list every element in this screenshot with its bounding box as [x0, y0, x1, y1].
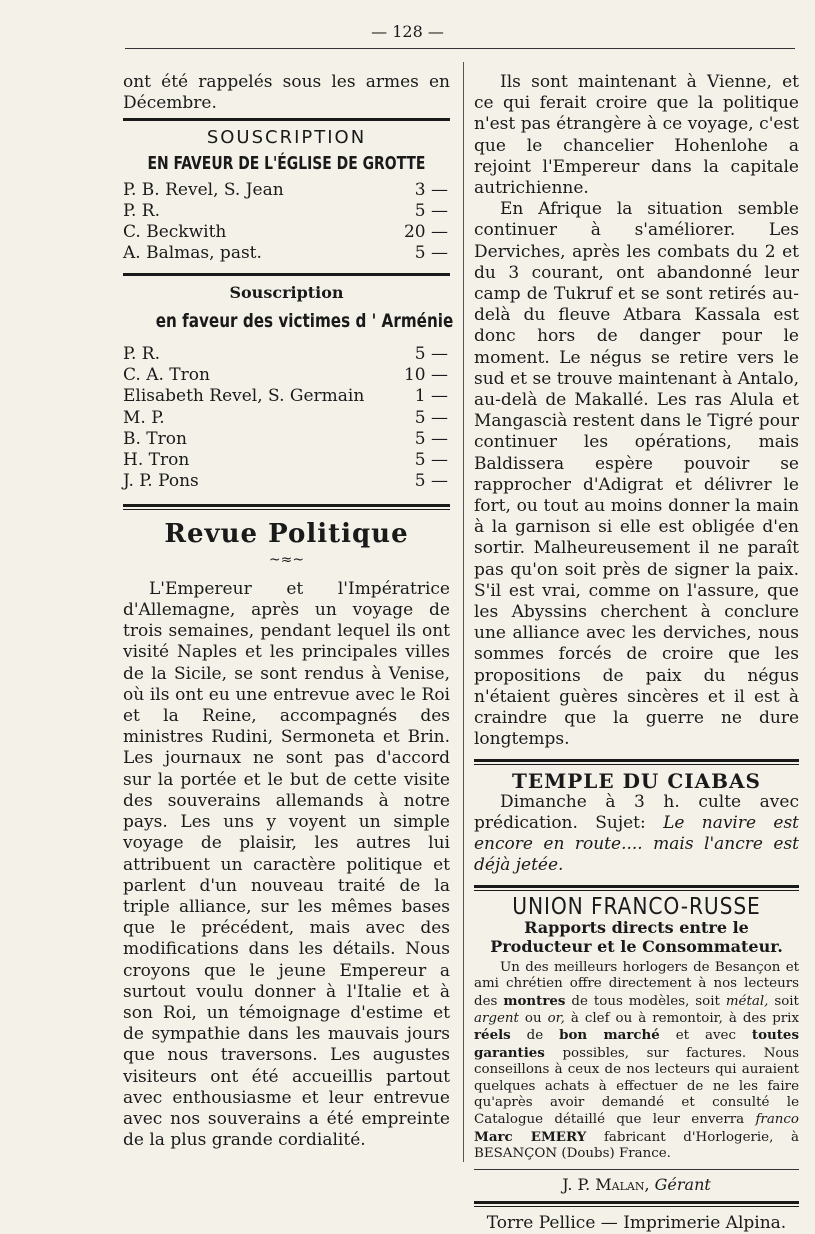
imprimerie-line: Torre Pellice — Imprimerie Alpina.: [486, 1213, 787, 1234]
souscription-subtitle: en faveur des victimes d ' Arménie: [155, 309, 454, 332]
union-subtitle: Rapports directs entre le Producteur et le Consommateur.: [490, 917, 783, 956]
revue-politique-title: Revue Politique: [164, 519, 409, 550]
divider: [474, 759, 799, 765]
temple-announcement: [474, 768, 799, 877]
left-column: [123, 72, 454, 1151]
divider: [123, 273, 450, 276]
divider: [123, 504, 450, 510]
advertisement-text: Un des meilleurs horlogers de Besançon et ami chrétien offre directement à nos lecteurs des montres de tous modèles, soit métal, soit argent ou or, à clef ou à remontoir, à des prix réels de bon marché et avec toutes garanties possibles, sur factures. Nous conseillons à ceux de nos lecteurs qui auraient quelques achats à effectuer de ne les faire qu'après avoir demandé et consulté le Catalogue détaillé que leur enverra franco Marc EMERY fabricant d'Horlogerie, à BESANÇON (Doubs) France.: [474, 959, 800, 1162]
souscription-grotte: [123, 127, 450, 264]
article-paragraph: En Afrique la situation semble continuer à s'améliorer. Les Derviches, après les combats du 2 et du 3 courant, ont abandonné leur camp de Tukruf et se sont retirés au-delà du fleuve Atbara Kassala est donc hors de danger pour le moment. Le négus se retire vers le sud et se trouve maintenant à Antalo, au-delà de Makallé. Les ras Alula et Mangascià restent dans le Tigré pour continuer les opérations, mais Baldissera espère pouvoir se rapprocher d'Adigrat et délivrer le fort, ou tout au moins donner la main à la garnison si elle est obligée d'en sortir. Malheureusement il ne paraît pas qu'on soit près de signer la paix. S'il est vrai, comme on l'assure, que les Abyssins cherchent à conclure une alliance avec les derviches, nous sommes forcés de croire que les propositions de paix du négus n'étaient guères sincères et il est à craindre que la guerre ne dure longtemps.: [474, 199, 799, 750]
union-advertisement: [474, 893, 800, 1163]
gerant-signature: J. P. Malan, Gérant: [562, 1174, 711, 1194]
list-item: P. R. 5 —: [123, 344, 448, 365]
souscription-list: [123, 344, 450, 492]
souscription-subtitle: EN FAVEUR DE L'ÉGLISE DE GROTTE: [147, 152, 426, 174]
list-item: P. B. Revel, S. Jean 3 —: [123, 179, 448, 200]
temple-title: TEMPLE DU CIABAS: [512, 768, 761, 793]
intro-text: ont été rappelés sous les armes en Décembre.: [123, 72, 450, 114]
souscription-armenie: [123, 282, 454, 493]
souscription-list: [123, 180, 450, 265]
divider: [123, 118, 450, 121]
souscription-title: SOUSCRIPTION: [206, 127, 367, 149]
column-divider: [463, 62, 464, 1162]
temple-text: Dimanche à 3 h. culte avec prédication. Sujet: Le navire est encore en route.... mais l'ancre est déjà jetée.: [474, 791, 799, 876]
divider: [474, 885, 799, 891]
list-item: H. Tron 5 —: [123, 450, 448, 471]
list-item: B. Tron 5 —: [123, 428, 448, 449]
header-rule: [125, 48, 795, 49]
revue-politique-text: L'Empereur et l'Impératrice d'Allemagne, après un voyage de trois semaines, pendant lequel ils ont visité Naples et les principales villes de la Sicile, se sont rendus à Venise, où ils ont eu une entrevue avec le Roi et la Reine, accompagnés des ministres Rudini, Sermoneta et Brin. Les journaux ne sont pas d'accord sur la portée et le but de cette visite des souverains allemands à notre pays. Les uns y voyent un simple voyage de plaisir, les autres lui attribuent un caractère politique et parlent d'un nouveau traité de la triple alliance, sur les mêmes bases que le précédent, mais avec des modifications dans les détails. Nous croyons que le jeune Empereur a surtout voulu donner à l'Italie et à son Roi, un témoignage d'estime et de sympathie dans les mauvais jours que nous traversons. Les augustes visiteurs ont été accueillis partout avec enthousiasme et leur entrevue avec nos souverains a été empreinte de la plus grande cordialité.: [123, 578, 450, 1151]
list-item: A. Balmas, past. 5 —: [123, 243, 448, 264]
article-paragraph: Ils sont maintenant à Vienne, et ce qui ferait croire que la politique n'est pas étrangère à ce voyage, c'est que le chancelier Hohenlohe a rejoint l'Empereur dans la capitale autrichienne.: [474, 72, 799, 199]
souscription-title: Souscription: [229, 282, 344, 302]
list-item: J. P. Pons 5 —: [123, 471, 448, 492]
page-number: — 128 —: [371, 22, 444, 41]
list-item: Elisabeth Revel, S. Germain 1 —: [123, 386, 448, 407]
list-item: P. R. 5 —: [123, 201, 448, 222]
flourish-ornament: ~≈~: [268, 551, 305, 568]
list-item: C. A. Tron 10 —: [123, 365, 448, 386]
list-item: M. P. 5 —: [123, 407, 448, 428]
divider: [474, 1169, 799, 1170]
union-title: UNION FRANCO-RUSSE: [512, 893, 761, 920]
right-column: [474, 72, 799, 1234]
divider: [474, 1201, 799, 1207]
list-item: C. Beckwith 20 —: [123, 222, 448, 243]
